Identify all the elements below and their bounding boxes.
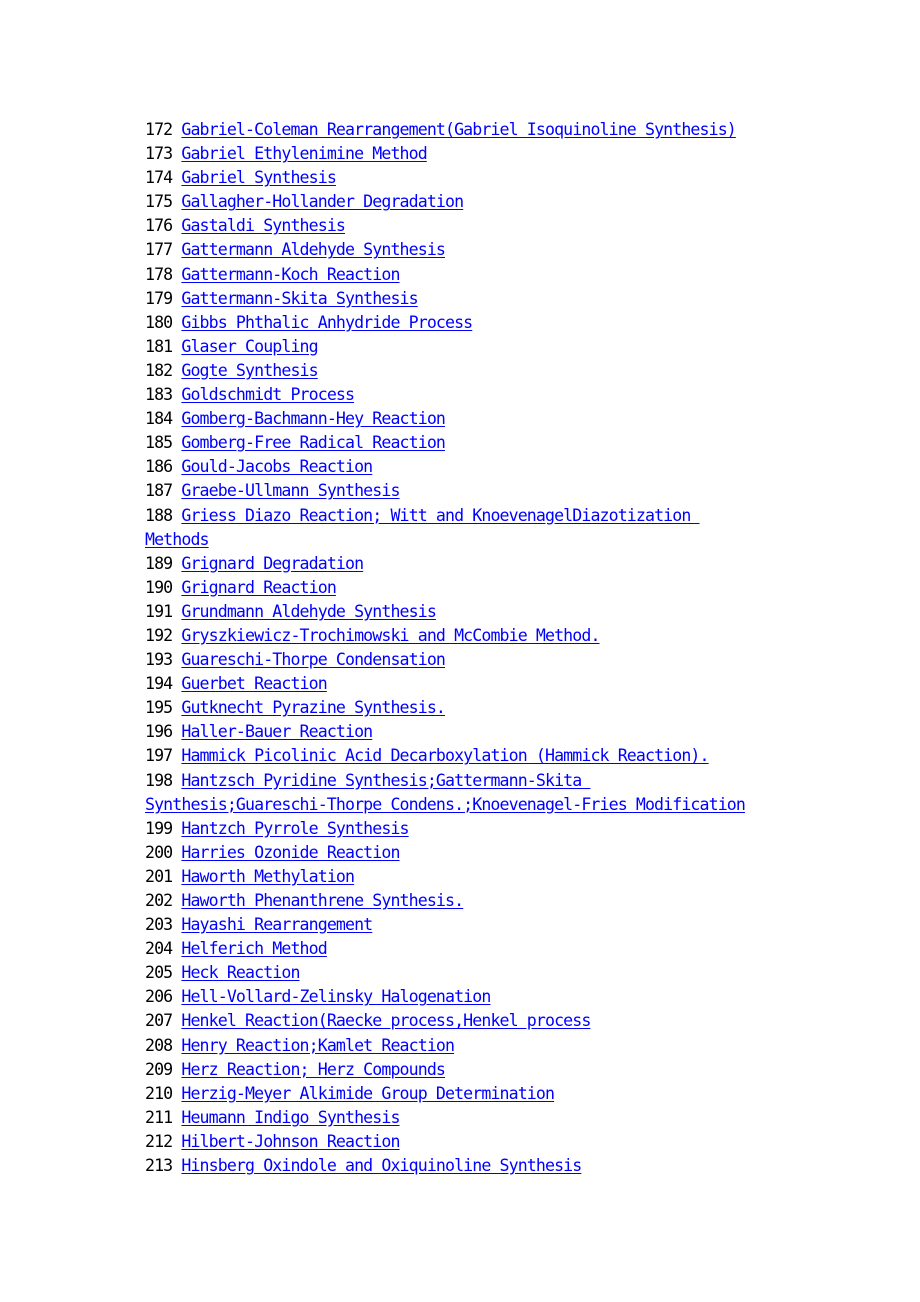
- item-number: 175: [145, 192, 173, 212]
- reaction-link-continuation[interactable]: Synthesis;Guareschi-Thorpe Condens.;Knoevenagel-Fries Modification: [145, 794, 745, 814]
- reaction-link[interactable]: Gattermann Aldehyde Synthesis: [181, 240, 445, 260]
- reaction-link[interactable]: Hammick Picolinic Acid Decarboxylation (Hammick Reaction).: [181, 746, 709, 766]
- reaction-link[interactable]: Gattermann-Skita Synthesis: [181, 288, 418, 308]
- item-number: 200: [145, 842, 173, 862]
- reaction-link[interactable]: Hayashi Rearrangement: [181, 915, 373, 935]
- item-number: 176: [145, 216, 173, 236]
- reaction-link[interactable]: Gogte Synthesis: [181, 360, 318, 380]
- item-number: 181: [145, 336, 173, 356]
- list-item-continuation: [145, 793, 885, 817]
- reaction-link[interactable]: Gabriel Ethylenimine Method: [181, 144, 427, 164]
- list-item: [145, 142, 885, 166]
- item-number: 208: [145, 1035, 173, 1055]
- list-item: [145, 1009, 885, 1033]
- list-item: [145, 190, 885, 214]
- reaction-link[interactable]: Henkel Reaction(Raecke process,Henkel process: [181, 1011, 591, 1031]
- reaction-link[interactable]: Harries Ozonide Reaction: [181, 842, 400, 862]
- item-number: 202: [145, 891, 173, 910]
- list-item: [145, 479, 885, 503]
- item-number: 189: [145, 553, 173, 573]
- list-item: [145, 744, 885, 768]
- list-item: [145, 1106, 885, 1130]
- reaction-link[interactable]: Hell-Vollard-Zelinsky Halogenation: [181, 987, 491, 1007]
- list-item: [145, 1130, 885, 1154]
- reaction-link[interactable]: Gallagher-Hollander Degradation: [181, 192, 464, 212]
- reaction-link[interactable]: Graebe-Ullmann Synthesis: [181, 481, 400, 501]
- reaction-link-continuation[interactable]: Methods: [145, 529, 209, 549]
- reaction-link[interactable]: Gould-Jacobs Reaction: [181, 457, 373, 477]
- item-number: 186: [145, 457, 173, 477]
- list-item: [145, 455, 885, 479]
- list-item: [145, 552, 885, 576]
- item-number: 190: [145, 577, 173, 597]
- item-number: 185: [145, 433, 173, 453]
- list-item: [145, 214, 885, 238]
- reaction-link[interactable]: Gomberg-Bachmann-Hey Reaction: [181, 409, 445, 429]
- list-item: [145, 1058, 885, 1082]
- list-item: [145, 263, 885, 287]
- reaction-link[interactable]: Guareschi-Thorpe Condensation: [181, 650, 445, 670]
- list-item: [145, 287, 885, 311]
- reaction-link[interactable]: Gattermann-Koch Reaction: [181, 264, 400, 284]
- item-number: 172: [145, 120, 173, 139]
- reaction-link[interactable]: Gibbs Phthalic Anhydride Process: [181, 312, 473, 332]
- reaction-link[interactable]: Heck Reaction: [181, 963, 300, 983]
- reaction-link[interactable]: Guerbet Reaction: [181, 674, 327, 694]
- item-number: 198: [145, 770, 173, 790]
- reaction-link[interactable]: Grignard Reaction: [181, 577, 336, 597]
- list-item: [145, 624, 885, 648]
- list-item: [145, 913, 885, 937]
- item-number: 212: [145, 1131, 173, 1151]
- item-number: 193: [145, 650, 173, 670]
- reaction-link[interactable]: Grignard Degradation: [181, 553, 364, 573]
- list-item: [145, 817, 885, 841]
- list-item: [145, 672, 885, 696]
- list-item: [145, 1034, 885, 1058]
- list-item: [145, 937, 885, 961]
- list-item: [145, 600, 885, 624]
- reaction-link[interactable]: Glaser Coupling: [181, 336, 318, 356]
- item-number: 210: [145, 1083, 173, 1103]
- item-number: 203: [145, 915, 173, 935]
- list-item: [145, 865, 885, 889]
- reaction-link[interactable]: Hantzch Pyrrole Synthesis: [181, 818, 409, 838]
- reaction-link[interactable]: Hantzsch Pyridine Synthesis;Gattermann-Skita: [181, 770, 591, 790]
- list-item: [145, 720, 885, 744]
- reaction-link[interactable]: Gastaldi Synthesis: [181, 216, 346, 236]
- reaction-link[interactable]: Haller-Bauer Reaction: [181, 722, 373, 742]
- reaction-link[interactable]: Henry Reaction;Kamlet Reaction: [181, 1035, 455, 1055]
- reaction-link[interactable]: Haworth Methylation: [181, 866, 355, 886]
- list-item: [145, 841, 885, 865]
- list-item: [145, 648, 885, 672]
- list-item: [145, 407, 885, 431]
- item-number: 179: [145, 288, 173, 308]
- reaction-link[interactable]: Herz Reaction; Herz Compounds: [181, 1059, 445, 1079]
- item-number: 199: [145, 818, 173, 838]
- reaction-link[interactable]: Herzig-Meyer Alkimide Group Determination: [181, 1083, 555, 1103]
- item-number: 183: [145, 385, 173, 405]
- reaction-link[interactable]: Haworth Phenanthrene Synthesis.: [181, 891, 464, 910]
- list-item: [145, 383, 885, 407]
- item-number: 194: [145, 674, 173, 694]
- reaction-link[interactable]: Gabriel-Coleman Rearrangement(Gabriel Isoquinoline Synthesis): [181, 120, 736, 139]
- reaction-link[interactable]: Gryszkiewicz-Trochimowski and McCombie Method.: [181, 625, 600, 645]
- item-number: 209: [145, 1059, 173, 1079]
- list-item: [145, 576, 885, 600]
- list-item: [145, 1082, 885, 1106]
- list-item-continuation: [145, 528, 885, 552]
- reaction-link[interactable]: Griess Diazo Reaction; Witt and KnoevenagelDiazotization: [181, 505, 700, 525]
- list-item: [145, 238, 885, 262]
- item-number: 207: [145, 1011, 173, 1031]
- item-number: 182: [145, 360, 173, 380]
- list-item: [145, 431, 885, 455]
- item-number: 184: [145, 409, 173, 429]
- item-number: 196: [145, 722, 173, 742]
- item-number: 213: [145, 1156, 173, 1176]
- reaction-link[interactable]: Gabriel Synthesis: [181, 168, 336, 188]
- reaction-link[interactable]: Helferich Method: [181, 939, 327, 959]
- reaction-link[interactable]: Hilbert-Johnson Reaction: [181, 1131, 400, 1151]
- list-item: [145, 311, 885, 335]
- reaction-index-list: [145, 118, 885, 1178]
- reaction-link[interactable]: Grundmann Aldehyde Synthesis: [181, 601, 436, 621]
- item-number: 178: [145, 264, 173, 284]
- item-number: 188: [145, 505, 173, 525]
- item-number: 205: [145, 963, 173, 983]
- list-item: [145, 335, 885, 359]
- item-number: 191: [145, 601, 173, 621]
- item-number: 211: [145, 1107, 173, 1127]
- reaction-link[interactable]: Hinsberg Oxindole and Oxiquinoline Synthesis: [181, 1156, 582, 1176]
- reaction-link[interactable]: Goldschmidt Process: [181, 385, 355, 405]
- reaction-link[interactable]: Gomberg-Free Radical Reaction: [181, 433, 445, 453]
- list-item: [145, 985, 885, 1009]
- item-number: 187: [145, 481, 173, 501]
- item-number: 177: [145, 240, 173, 260]
- list-item: [145, 769, 885, 793]
- list-item: [145, 696, 885, 720]
- list-item: [145, 166, 885, 190]
- item-number: 204: [145, 939, 173, 959]
- item-number: 201: [145, 866, 173, 886]
- reaction-link[interactable]: Heumann Indigo Synthesis: [181, 1107, 400, 1127]
- item-number: 195: [145, 698, 173, 718]
- item-number: 192: [145, 625, 173, 645]
- list-item: [145, 889, 885, 913]
- item-number: 206: [145, 987, 173, 1007]
- list-item: [145, 1154, 885, 1178]
- list-item: [145, 359, 885, 383]
- list-item: [145, 118, 885, 142]
- list-item: [145, 504, 885, 528]
- list-item: [145, 961, 885, 985]
- reaction-link[interactable]: Gutknecht Pyrazine Synthesis.: [181, 698, 445, 718]
- item-number: 173: [145, 144, 173, 164]
- item-number: 174: [145, 168, 173, 188]
- item-number: 197: [145, 746, 173, 766]
- item-number: 180: [145, 312, 173, 332]
